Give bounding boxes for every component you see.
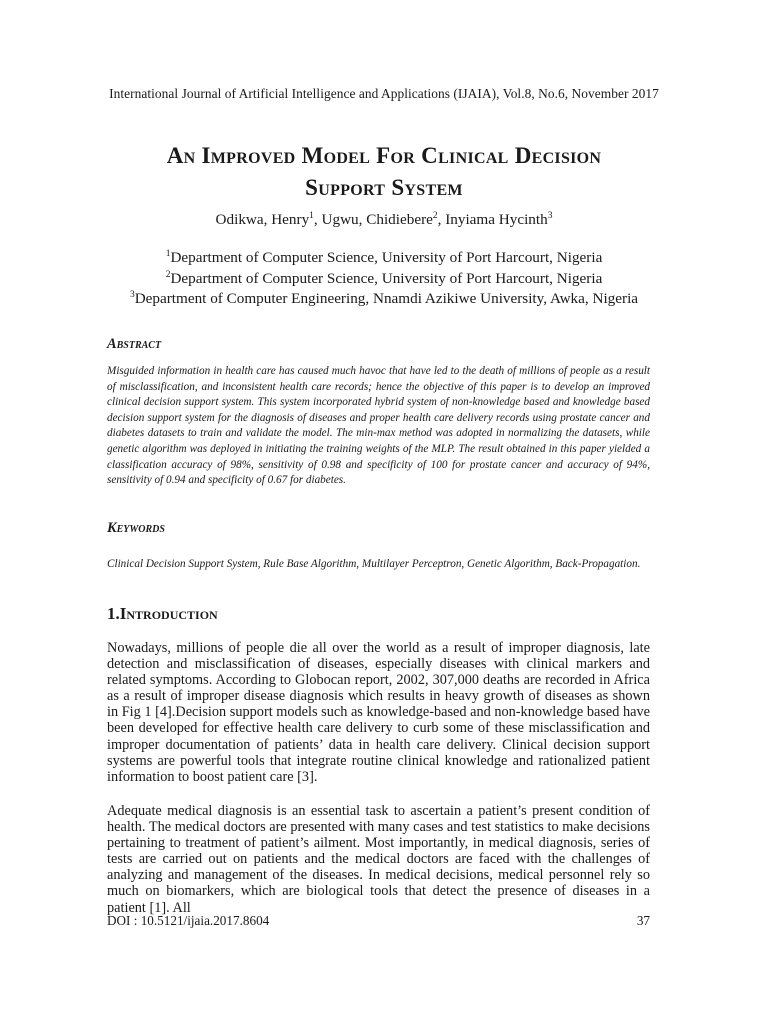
affiliation-text: Department of Computer Science, University of Port Harcourt, Nigeria — [170, 269, 603, 287]
author-affiliation-mark: 3 — [547, 210, 553, 221]
affiliation-text: Department of Computer Engineering, Nnamdi Azikiwe University, Awka, Nigeria — [134, 290, 639, 307]
keywords-text: Clinical Decision Support System, Rule Base Algorithm, Multilayer Perceptron, Genetic Algorithm, Back-Propagation. — [107, 558, 641, 570]
affiliation-mark: 1 — [165, 248, 171, 259]
abstract-heading: Abstract — [107, 336, 162, 352]
author-affiliation-mark: 2 — [432, 210, 438, 221]
author-name: Ugwu, Chidiebere — [321, 211, 433, 228]
author-name: Inyiama Hycinth — [445, 211, 548, 228]
page-number: 37 — [636, 913, 650, 928]
doi-footer: DOI : 10.5121/ijaia.2017.8604 — [107, 913, 270, 928]
affiliation — [0, 269, 768, 290]
affiliation-mark: 2 — [165, 269, 171, 280]
title-line-1: An Improved Model For Clinical Decision — [166, 143, 602, 168]
section-title: Introduction — [119, 604, 218, 623]
author-affiliation-mark: 1 — [309, 210, 314, 221]
author-name: Odikwa, Henry — [215, 211, 310, 228]
affiliation — [0, 289, 768, 310]
abstract-text: Misguided information in health care has caused much havoc that have led to the death of millions of people as a result of misclassification, and inconsistent health care records; hence the objective of this paper is to develop an improved clinical decision support system. This system incorporated hybrid system of non-knowledge based and knowledge based decision support system for the diagnosis of diseases and proper health care delivery records using prostate cancer and diabetes datasets to train and validate the model. The min-max method was adopted in normalizing the datasets, while genetic algorithm was deployed in initiating the training weights of the MLP. The result obtained in this paper yielded a classification accuracy of 98%, sensitivity of 0.98 and specificity of 100 for prostate cancer and accuracy of 94%, sensitivity of 0.94 and specificity of 0.67 for diabetes. — [107, 365, 650, 487]
paper-title — [60, 140, 708, 204]
running-head: International Journal of Artificial Intelligence and Applications (IJAIA), Vol.8, No.6, November 2017 — [109, 86, 659, 101]
introduction-heading — [107, 604, 218, 624]
affiliation — [0, 248, 768, 269]
affiliation-mark: 3 — [129, 289, 135, 300]
affiliation-list — [0, 248, 768, 310]
section-number: 1. — [107, 604, 120, 623]
author-list: Odikwa, Henry$^1$, Ugwu, Chidiebere$^2$, Inyiama Hycinth$^3$ — [215, 210, 553, 228]
affiliation-text: Department of Computer Science, University of Port Harcourt, Nigeria — [170, 249, 603, 266]
keywords-heading: Keywords — [107, 520, 165, 536]
introduction-paragraph: Nowadays, millions of people die all over the world as a result of improper diagnosis, late detection and misclassification of diseases, especially diseases with clinical markers and related symptoms. According to Globocan report, 2002, 307,000 deaths are recorded in Africa as a result of improper disease diagnosis which results in heavy growth of diseases as shown in Fig 1 [4].Decision support models such as knowledge-based and non-knowledge based have been developed for effective health care delivery to curb some of these misclassification and improper documentation of patients’ data in health care delivery. Clinical decision support systems are powerful tools that integrate routine clinical knowledge and rationalized patient information to boost patient care [3]. — [107, 640, 650, 785]
title-line-2: Support System — [305, 175, 463, 200]
introduction-paragraph: Adequate medical diagnosis is an essential task to ascertain a patient’s present condition of health. The medical doctors are presented with many cases and test statistics to make decisions pertaining to treatment of patient’s ailment. Most importantly, in medical diagnosis, series of tests are carried out on patients and the medical doctors are faced with the challenges of analyzing and management of the diseases. In medical decisions, medical personnel rely so much on biomarkers, which are biological tools that detect the presence of diseases in a patient [1]. All — [107, 803, 650, 916]
